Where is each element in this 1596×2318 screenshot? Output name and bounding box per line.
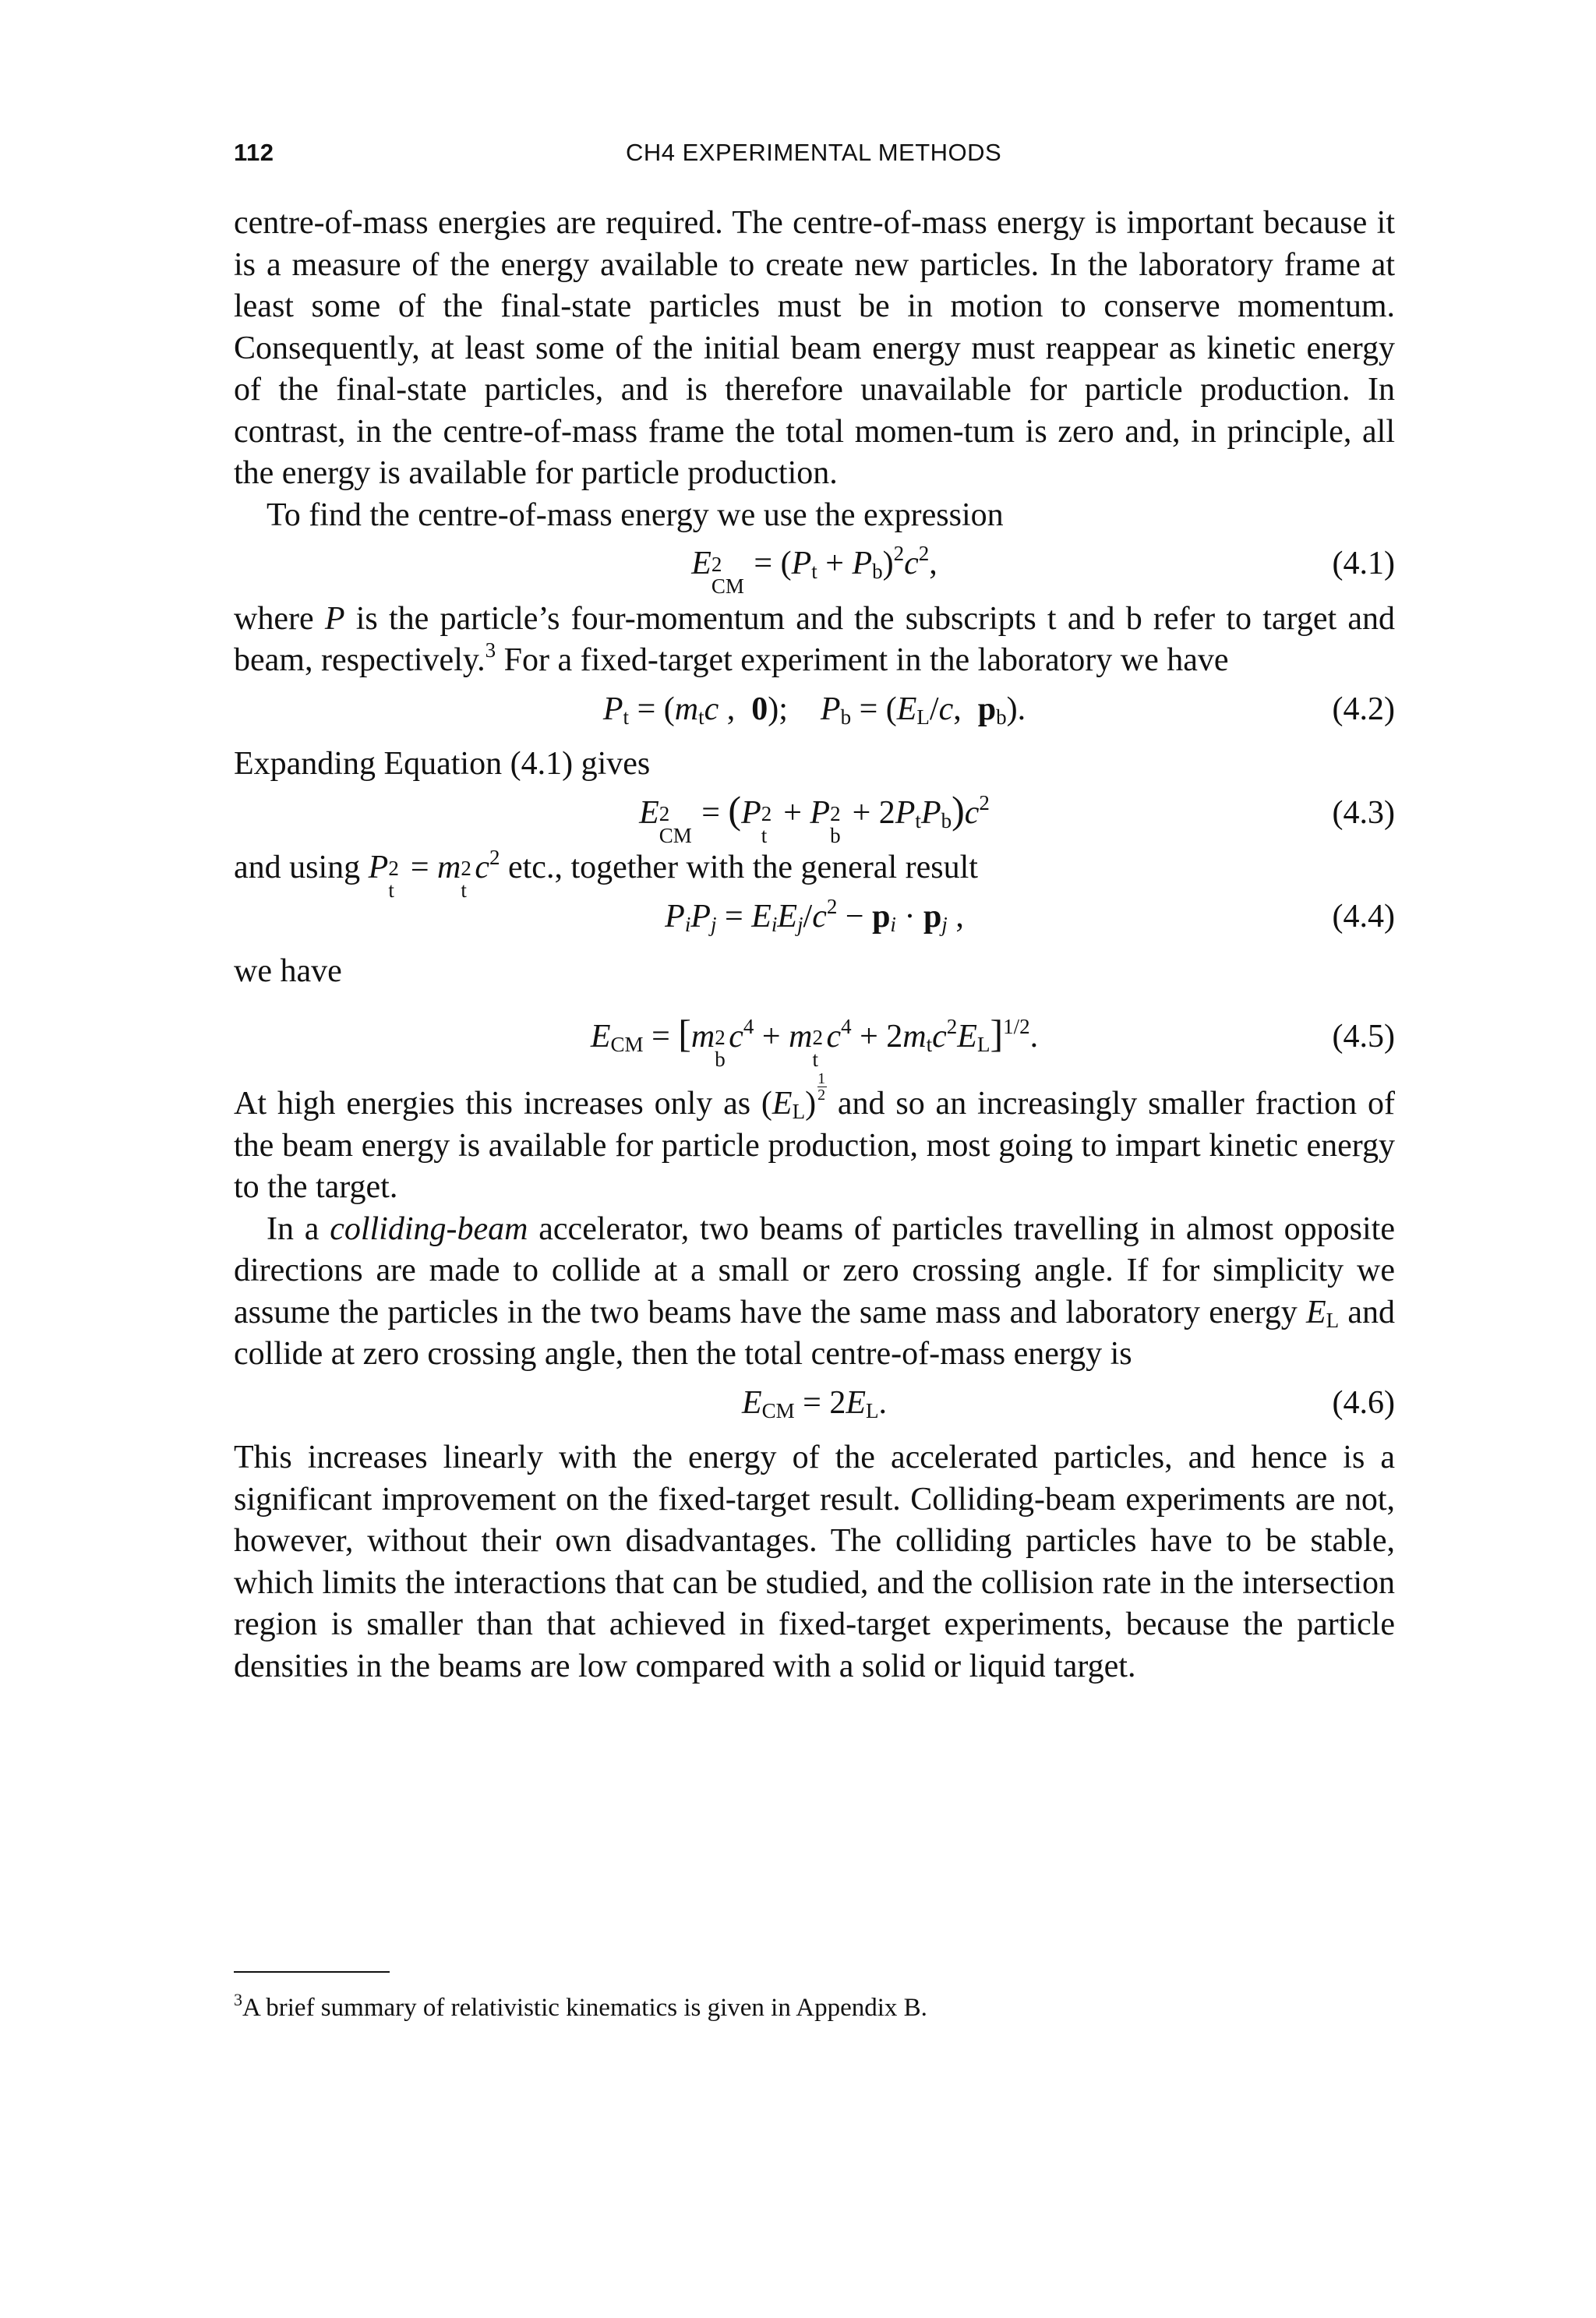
chapter-title: CH4 EXPERIMENTAL METHODS [626,139,1002,166]
paragraph-4: Expanding Equation (4.1) gives [234,746,651,782]
paragraph-3: where P is the particle’s four-momentum and the subscripts t and b refer to target and beam, respectively.$^3$ For a fixed-target experiment in the laboratory we have [234,600,1395,678]
paragraph-2: To find the centre-of-mass energy we use the expression [267,496,1004,533]
equation-number: (4.1) [1332,546,1395,581]
footnote-rule [234,1971,390,1973]
footnote [234,1992,1395,2023]
main-text [234,203,1395,1687]
equation-number: (4.3) [1332,794,1395,831]
equation-number: (4.2) [1332,691,1395,727]
paragraph-7: At high energies this increases only as $(E_L)$ $\frac{1}{2}$ and so an increasingly smaller fraction of the beam energy is available for particle production, most going to impart kinetic energy to the target. [234,1070,1395,1205]
equation-number: (4.4) [1332,898,1395,935]
running-head [234,139,1395,170]
equation-4-1 [234,542,1395,598]
equation-4-2-expression: $P_t = (m_tc$ , 0); $P_b = (E_L/c$, $p_b$). [602,691,1026,729]
paragraph-5: and using P 2 t = m 2 t $c^2$ etc., together with the general result [234,846,978,902]
paragraph-8: In a colliding-beam accelerator, two beams of particles travelling in almost opposite directions are made to collide at a small or zero crossing angle. If for simplicity we assume the particles in the two beams have the same mass and laboratory energy $E_L$ and collide at zero crossing angle, then the total centre-of-mass energy is [234,1210,1395,1372]
footnote-number: 3 [234,1990,242,2009]
footnote-text: A brief summary of relativistic kinematics is given in Appendix B. [242,1994,927,2022]
equation-4-6-expression: $E_{CM} = 2E_L$. [741,1384,888,1422]
equation-4-3 [234,787,1395,847]
equation-4-5 [234,1011,1395,1071]
paragraph-1: centre-of-mass energies are required. The centre-of-mass energy is important because it is a measure of the energy available to create new particles. In the laboratory frame at least some of the final-state particles must be in motion to conserve momentum. Consequently, at least some of the initial beam energy must reappear as kinetic energy of the final-state particles, and is therefore unavailable for particle production. In contrast, in the centre-of-mass frame the total momen-tum is zero and, in principle, all the energy is available for particle production. [234,205,1395,491]
equation-4-3-expression: E 2 CM = (P 2 t + P 2 b + $2P_tP_b)c^2$ [639,787,990,847]
paragraph-9: This increases linearly with the energy of the accelerated particles, and hence is a significant improvement on the fixed-target result. Colliding-beam experiments are not, however, without their own disadvantages. The colliding particles have to be stable, which limits the interactions that can be studied, and the collision rate in the intersection region is smaller than that achieved in fixed-target experiments, because the particle densities in the beams are low compared with a solid or liquid target. [234,1440,1395,1684]
equation-4-4 [234,896,1395,938]
equation-4-5-expression: $E_{CM} = [m$ 2 b $c^4 + m$ 2 t $c^4 + 2m_tc^2E_L]^{1/2}$. [590,1011,1039,1071]
equation-4-4-expression: $P_iP_j = E_iE_j/c^2 - p_i \cdot p_j$ , [665,894,964,936]
paragraph-6: we have [234,953,342,989]
equation-number: (4.5) [1332,1018,1395,1055]
equation-4-6 [234,1383,1395,1425]
page-number: 112 [234,139,274,166]
footnote-marker: 3 [485,638,496,662]
equation-number: (4.6) [1332,1384,1395,1421]
equation-4-1-expression: E 2 CM = $(P_t + P_b)^2c^2$, [691,542,937,598]
equation-4-2 [234,689,1395,731]
